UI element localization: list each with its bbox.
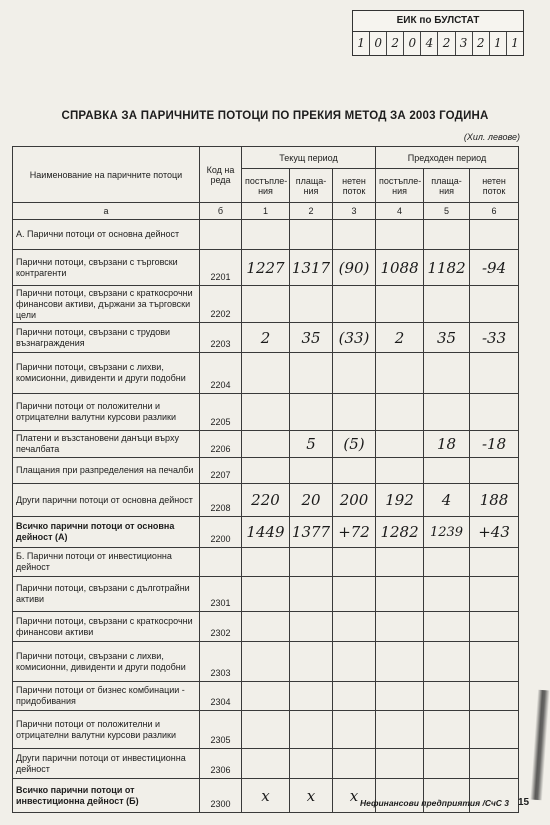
header-payments: плаща-ния	[290, 169, 333, 203]
value-cell: 35	[290, 323, 333, 353]
column-letter: 3	[333, 203, 376, 220]
value-cell	[376, 548, 424, 577]
value-cell: 220	[242, 484, 290, 517]
table-row	[13, 458, 519, 484]
value-cell: +43	[470, 517, 519, 548]
header-net: нетен поток	[470, 169, 519, 203]
value-cell	[290, 682, 333, 711]
row-code: 2302	[200, 612, 242, 642]
value-cell	[424, 353, 470, 394]
value-cell: 200	[333, 484, 376, 517]
value-cell: 1377	[290, 517, 333, 548]
units-note: (Хил. левове)	[463, 132, 520, 142]
table-row	[13, 484, 519, 517]
row-code: 2304	[200, 682, 242, 711]
column-letter: 5	[424, 203, 470, 220]
row-code: 2202	[200, 286, 242, 323]
row-code: 2203	[200, 323, 242, 353]
eik-digit: 4	[421, 32, 438, 55]
page-footer: Нефинансови предприятия /СчС 3	[360, 798, 510, 808]
value-cell	[242, 353, 290, 394]
column-letter: 6	[470, 203, 519, 220]
header-code: Код на реда	[200, 147, 242, 203]
value-cell	[290, 458, 333, 484]
row-name: Всичко парични потоци от основна дейност (А)	[13, 517, 200, 548]
value-cell	[376, 286, 424, 323]
value-cell: -33	[470, 323, 519, 353]
value-cell	[242, 220, 290, 250]
value-cell	[242, 458, 290, 484]
row-code: 2303	[200, 642, 242, 682]
value-cell	[470, 612, 519, 642]
value-cell: 1088	[376, 250, 424, 286]
table-row	[13, 749, 519, 779]
value-cell	[424, 711, 470, 749]
row-name: Парични потоци, свързани с краткосрочни финансови активи, държани за търговски цели	[13, 286, 200, 323]
value-cell	[242, 548, 290, 577]
row-code: 2204	[200, 353, 242, 394]
value-cell: x	[242, 779, 290, 813]
value-cell: 18	[424, 431, 470, 458]
row-name: Парични потоци от бизнес комбинации - придобивания	[13, 682, 200, 711]
row-name: Парични потоци, свързани с лихви, комисионни, дивиденти и други подобни	[13, 642, 200, 682]
value-cell	[333, 612, 376, 642]
column-letter: б	[200, 203, 242, 220]
value-cell: +72	[333, 517, 376, 548]
row-code: 2206	[200, 431, 242, 458]
value-cell: -18	[470, 431, 519, 458]
value-cell	[242, 431, 290, 458]
table-row	[13, 220, 519, 250]
value-cell	[376, 353, 424, 394]
value-cell	[333, 353, 376, 394]
value-cell	[242, 286, 290, 323]
value-cell	[376, 220, 424, 250]
row-code: 2201	[200, 250, 242, 286]
value-cell	[242, 749, 290, 779]
value-cell	[242, 642, 290, 682]
value-cell	[424, 612, 470, 642]
value-cell: 2	[376, 323, 424, 353]
eik-digit: 1	[490, 32, 507, 55]
header-previous-period: Предходен период	[376, 147, 519, 169]
value-cell	[470, 394, 519, 431]
page-number: 15	[518, 797, 530, 808]
header-inflows: постъпле-ния	[376, 169, 424, 203]
header-inflows: постъпле-ния	[242, 169, 290, 203]
value-cell	[376, 577, 424, 612]
document-title: СПРАВКА ЗА ПАРИЧНИТЕ ПОТОЦИ ПО ПРЕКИЯ МЕТОД ЗА 2003 ГОДИНА	[61, 110, 489, 122]
value-cell	[333, 286, 376, 323]
row-code: 2300	[200, 779, 242, 813]
row-code: 2205	[200, 394, 242, 431]
value-cell	[333, 548, 376, 577]
value-cell	[242, 711, 290, 749]
value-cell	[290, 642, 333, 682]
value-cell	[470, 711, 519, 749]
value-cell	[424, 220, 470, 250]
row-code	[200, 220, 242, 250]
row-name: Парични потоци, свързани с търговски контрагенти	[13, 250, 200, 286]
value-cell: 1239	[424, 517, 470, 548]
value-cell	[424, 548, 470, 577]
value-cell	[470, 286, 519, 323]
value-cell	[470, 749, 519, 779]
table-row	[13, 517, 519, 548]
value-cell	[242, 394, 290, 431]
value-cell	[424, 682, 470, 711]
value-cell	[470, 642, 519, 682]
row-code: 2305	[200, 711, 242, 749]
row-name: Парични потоци, свързани с лихви, комисионни, дивиденти и други подобни	[13, 353, 200, 394]
eik-digits	[353, 32, 523, 55]
row-code: 2207	[200, 458, 242, 484]
column-letter: а	[13, 203, 200, 220]
value-cell	[333, 458, 376, 484]
table-row	[13, 642, 519, 682]
table-row	[13, 431, 519, 458]
value-cell	[290, 220, 333, 250]
eik-digit: 0	[370, 32, 387, 55]
table-row	[13, 577, 519, 612]
value-cell: (90)	[333, 250, 376, 286]
value-cell: 20	[290, 484, 333, 517]
value-cell	[333, 682, 376, 711]
value-cell	[242, 682, 290, 711]
value-cell: (5)	[333, 431, 376, 458]
value-cell	[470, 682, 519, 711]
value-cell	[376, 682, 424, 711]
value-cell	[376, 431, 424, 458]
eik-box	[352, 10, 524, 56]
eik-digit: 2	[387, 32, 404, 55]
value-cell	[290, 548, 333, 577]
row-code	[200, 548, 242, 577]
row-name: Парични потоци, свързани с краткосрочни финансови активи	[13, 612, 200, 642]
value-cell	[470, 353, 519, 394]
value-cell	[290, 353, 333, 394]
value-cell: 1317	[290, 250, 333, 286]
row-name: Парични потоци от положителни и отрицателни валутни курсови разлики	[13, 394, 200, 431]
value-cell	[424, 642, 470, 682]
row-name: Парични потоци от положителни и отрицателни валутни курсови разлики	[13, 711, 200, 749]
row-code: 2208	[200, 484, 242, 517]
value-cell	[333, 577, 376, 612]
row-name: Платени и възстановени данъци върху печалбата	[13, 431, 200, 458]
table-row	[13, 286, 519, 323]
value-cell	[470, 577, 519, 612]
row-code: 2306	[200, 749, 242, 779]
value-cell: 1282	[376, 517, 424, 548]
value-cell: 192	[376, 484, 424, 517]
value-cell: 1227	[242, 250, 290, 286]
table-row	[13, 612, 519, 642]
value-cell	[376, 749, 424, 779]
column-letter: 2	[290, 203, 333, 220]
value-cell	[290, 394, 333, 431]
value-cell	[333, 220, 376, 250]
row-name: Парични потоци, свързани с дълготрайни активи	[13, 577, 200, 612]
header-name: Наименование на паричните потоци	[13, 147, 200, 203]
value-cell	[242, 577, 290, 612]
value-cell	[290, 711, 333, 749]
table-row	[13, 250, 519, 286]
value-cell: 1182	[424, 250, 470, 286]
row-name: Други парични потоци от основна дейност	[13, 484, 200, 517]
row-name: Парични потоци, свързани с трудови възнаграждения	[13, 323, 200, 353]
value-cell	[376, 458, 424, 484]
value-cell	[424, 286, 470, 323]
value-cell	[290, 286, 333, 323]
row-name: Други парични потоци от инвестиционна дейност	[13, 749, 200, 779]
value-cell	[290, 577, 333, 612]
value-cell	[424, 577, 470, 612]
eik-digit: 1	[511, 36, 519, 50]
value-cell	[376, 642, 424, 682]
row-code: 2200	[200, 517, 242, 548]
eik-digit: 0	[404, 32, 421, 55]
eik-digit: 1	[353, 32, 370, 55]
row-name: Б. Парични потоци от инвестиционна дейност	[13, 548, 200, 577]
value-cell	[290, 749, 333, 779]
row-name: Всичко парични потоци от инвестиционна дейност (Б)	[13, 779, 200, 813]
column-letter: 1	[242, 203, 290, 220]
table-row	[13, 323, 519, 353]
value-cell	[376, 394, 424, 431]
value-cell: 188	[470, 484, 519, 517]
value-cell: 1449	[242, 517, 290, 548]
row-name: А. Парични потоци от основна дейност	[13, 220, 200, 250]
value-cell	[333, 394, 376, 431]
value-cell	[376, 612, 424, 642]
row-code: 2301	[200, 577, 242, 612]
header-payments: плаща-ния	[424, 169, 470, 203]
value-cell	[333, 749, 376, 779]
value-cell	[424, 749, 470, 779]
value-cell	[470, 220, 519, 250]
table-row	[13, 394, 519, 431]
column-letter: 4	[376, 203, 424, 220]
cash-flow-table	[12, 146, 519, 813]
value-cell	[424, 458, 470, 484]
value-cell	[333, 642, 376, 682]
table-row	[13, 682, 519, 711]
value-cell	[424, 394, 470, 431]
value-cell: 4	[424, 484, 470, 517]
value-cell: x	[333, 779, 376, 813]
value-cell	[290, 612, 333, 642]
value-cell: (33)	[333, 323, 376, 353]
eik-digit: 2	[438, 32, 455, 55]
value-cell	[376, 711, 424, 749]
ink-stroke	[530, 690, 550, 801]
header-current-period: Текущ период	[242, 147, 376, 169]
value-cell	[333, 711, 376, 749]
value-cell: x	[290, 779, 333, 813]
eik-digit: 2	[473, 32, 490, 55]
header-net: нетен поток	[333, 169, 376, 203]
table-row	[13, 711, 519, 749]
value-cell: 2	[242, 323, 290, 353]
eik-digit: 3	[456, 32, 473, 55]
value-cell	[242, 612, 290, 642]
value-cell: -94	[470, 250, 519, 286]
row-name: Плащания при разпределения на печалби	[13, 458, 200, 484]
table-row	[13, 548, 519, 577]
value-cell	[470, 458, 519, 484]
table-row	[13, 353, 519, 394]
value-cell: 35	[424, 323, 470, 353]
value-cell: 5	[290, 431, 333, 458]
eik-label: ЕИК по БУЛСТАТ	[353, 11, 523, 32]
value-cell	[470, 548, 519, 577]
